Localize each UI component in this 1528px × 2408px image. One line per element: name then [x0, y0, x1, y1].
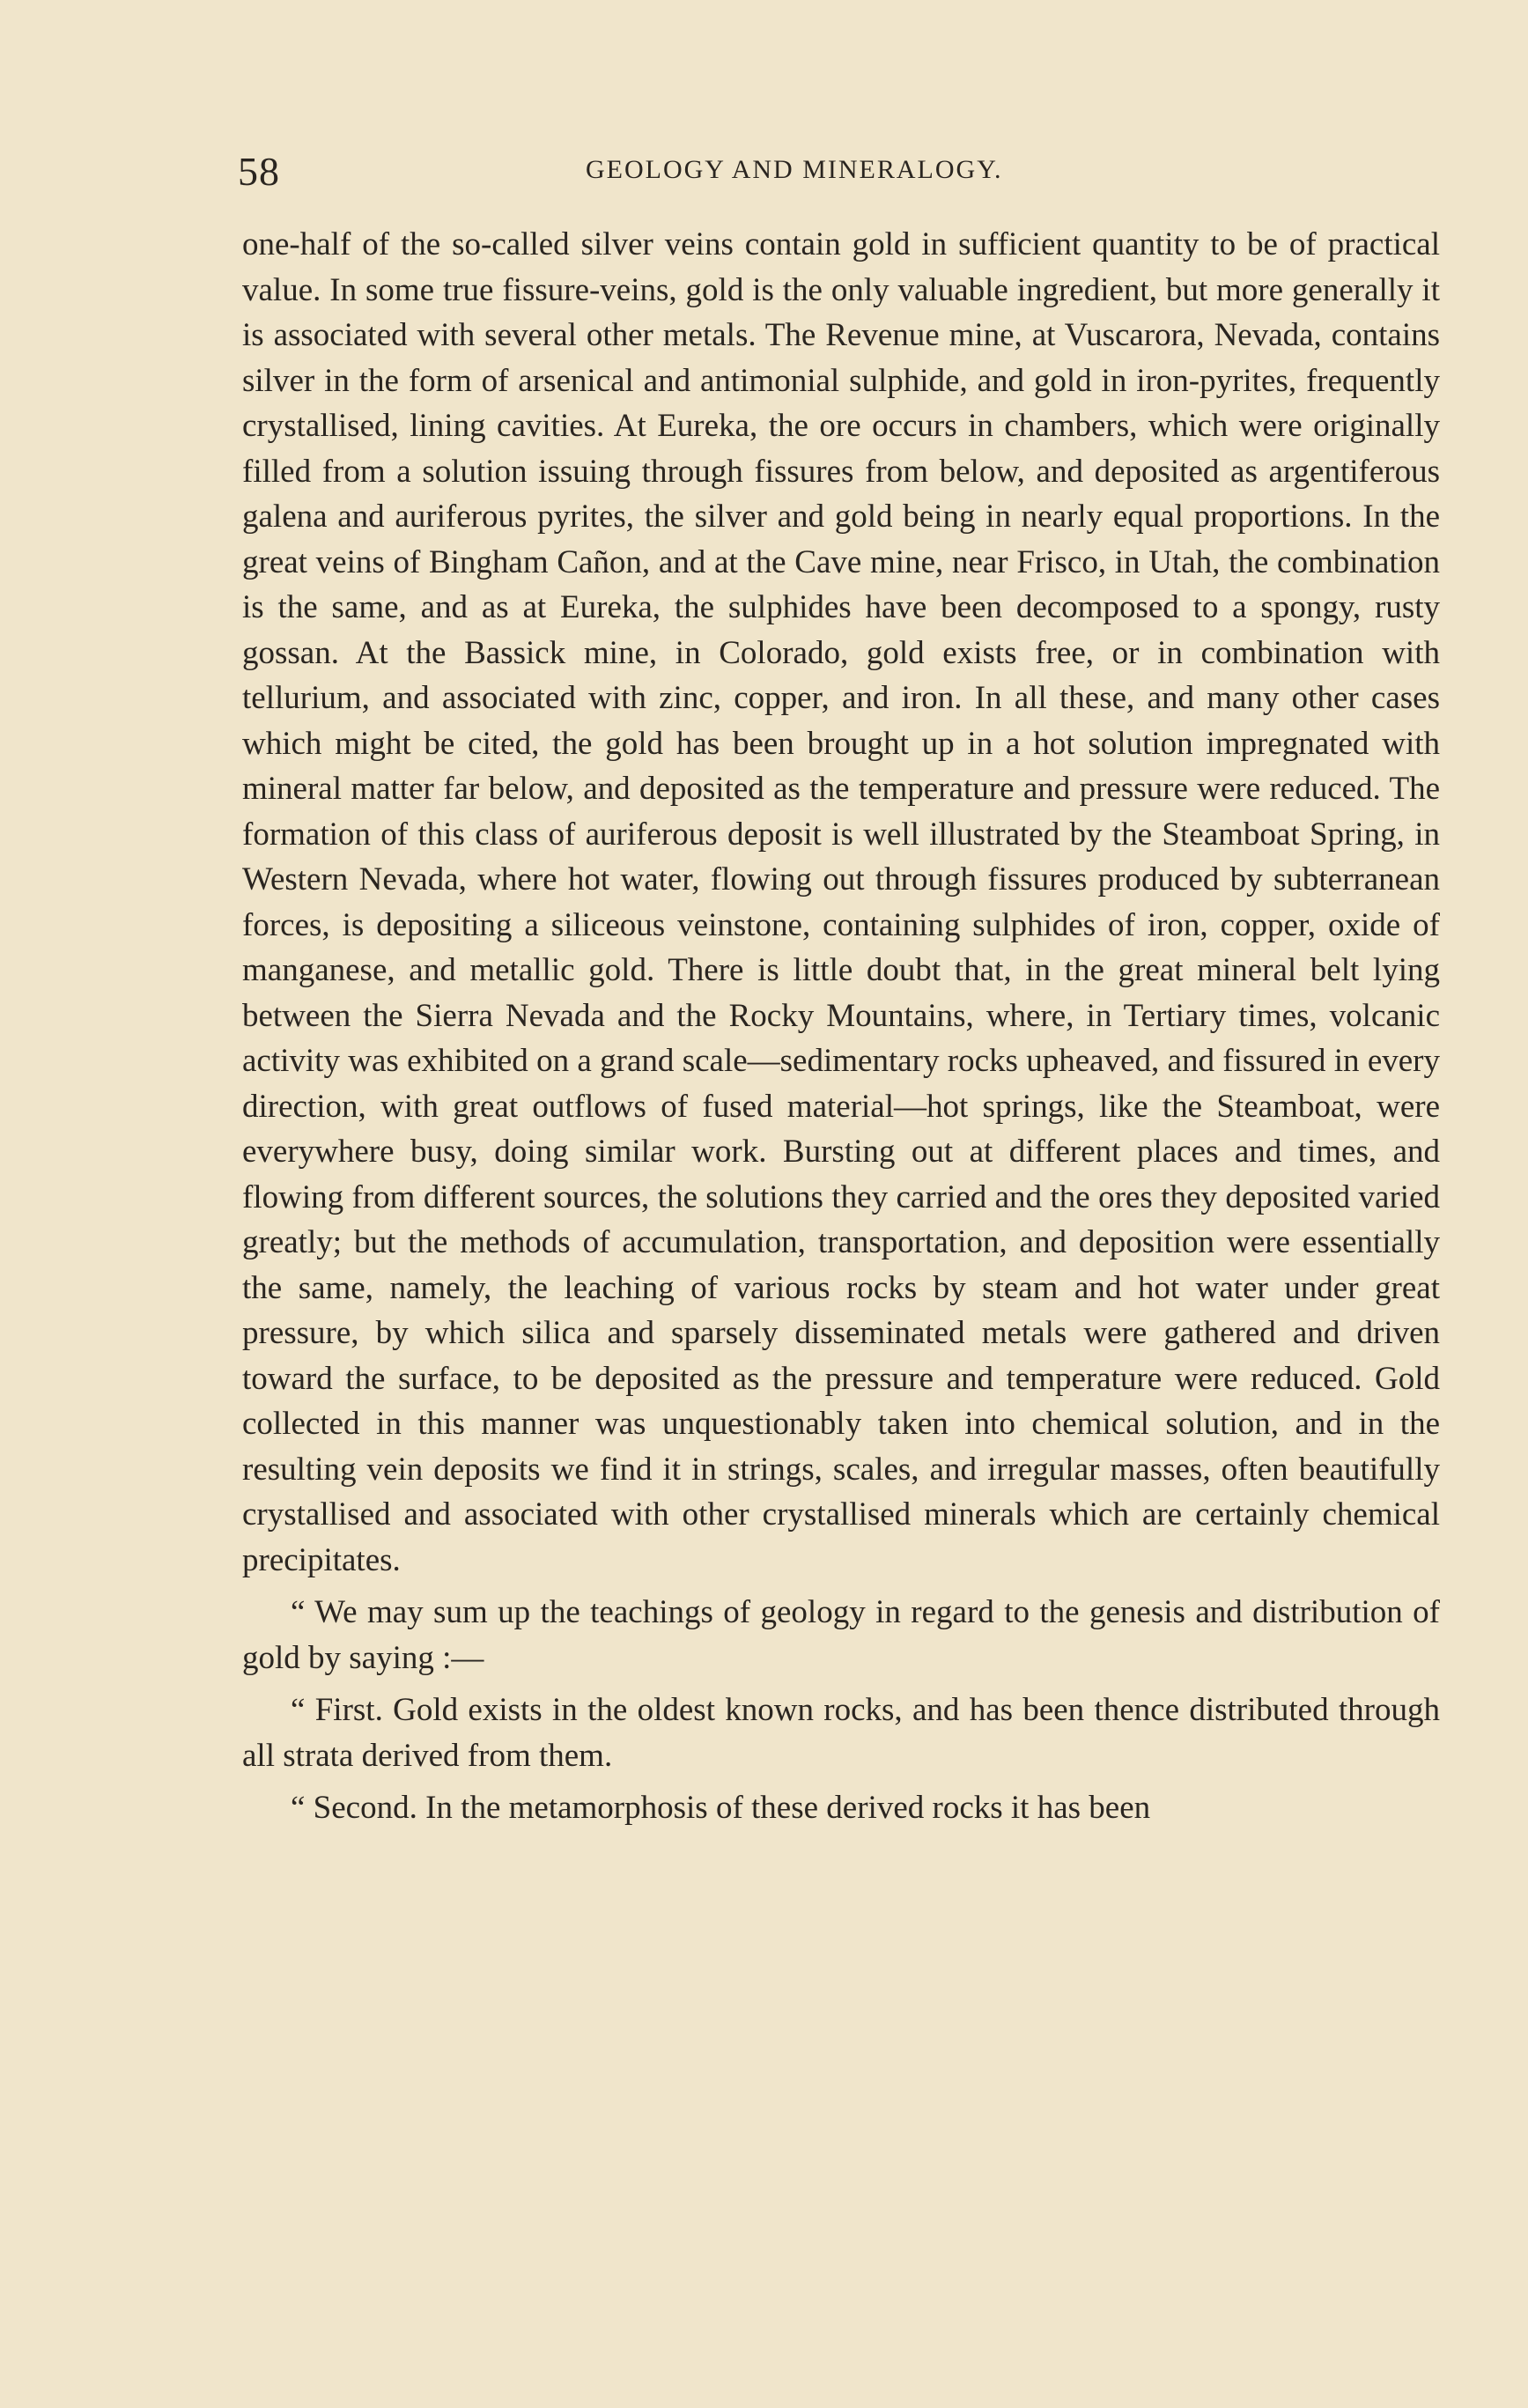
page-header — [238, 148, 1317, 201]
paragraph: one-half of the so-called silver veins contain gold in sufficient quantity to be of practical value. In some true fissure-veins, gold is the only valuable ingredient, but more generally it is associated with several other metals. The Revenue mine, at Vuscarora, Nevada, contains silver in the form of arsenical and antimonial sulphide, and gold in iron-pyrites, frequently crystallised, lining cavities. At Eureka, the ore occurs in chambers, which were originally filled from a solution issuing through fissures from below, and deposited as argentiferous galena and auriferous pyrites, the silver and gold being in nearly equal proportions. In the great veins of Bingham Cañon, and at the Cave mine, near Frisco, in Utah, the combination is the same, and as at Eureka, the sulphides have been decomposed to a spongy, rusty gossan. At the Bassick mine, in Colorado, gold exists free, or in combination with tellurium, and associated with zinc, copper, and iron. In all these, and many other cases which might be cited, the gold has been brought up in a hot solution impregnated with mineral matter far below, and deposited as the temperature and pressure were reduced. The formation of this class of auriferous deposit is well illustrated by the Steamboat Spring, in Western Nevada, where hot water, flowing out through fissures produced by subterranean forces, is depositing a siliceous veinstone, containing sulphides of iron, copper, oxide of manganese, and metallic gold. There is little doubt that, in the great mineral belt lying between the Sierra Nevada and the Rocky Mountains, where, in Tertiary times, volcanic activity was exhibited on a grand scale—sedimentary rocks upheaved, and fissured in every direction, with great outflows of fused material—hot springs, like the Steamboat, were everywhere busy, doing similar work. Bursting out at different places and times, and flowing from different sources, the solutions they carried and the ores they deposited varied greatly; but the methods of accumulation, transportation, and deposition were essentially the same, namely, the leaching of various rocks by steam and hot water under great pressure, by which silica and sparsely disseminated metals were gathered and driven toward the surface, to be deposited as the pressure and temperature were reduced. Gold collected in this manner was unquestionably taken into chemical solution, and in the resulting vein deposits we find it in strings, scales, and irregular masses, often beautifully crystallised and associated with other crystallised minerals which are certainly chemical precipitates. — [242, 226, 1440, 1578]
paragraph: “ Second. In the metamorphosis of these derived rocks it has been — [291, 1790, 1151, 1826]
page-number: 58 — [238, 149, 280, 194]
running-title: GEOLOGY AND MINERALOGY. — [586, 155, 1003, 184]
body-text — [242, 222, 1440, 1831]
paragraph: “ We may sum up the teachings of geology in regard to the genesis and distribution of gold by saying :— — [242, 1594, 1440, 1676]
paragraph: “ First. Gold exists in the oldest known rocks, and has been thence distributed through all strata derived from them. — [242, 1692, 1440, 1774]
